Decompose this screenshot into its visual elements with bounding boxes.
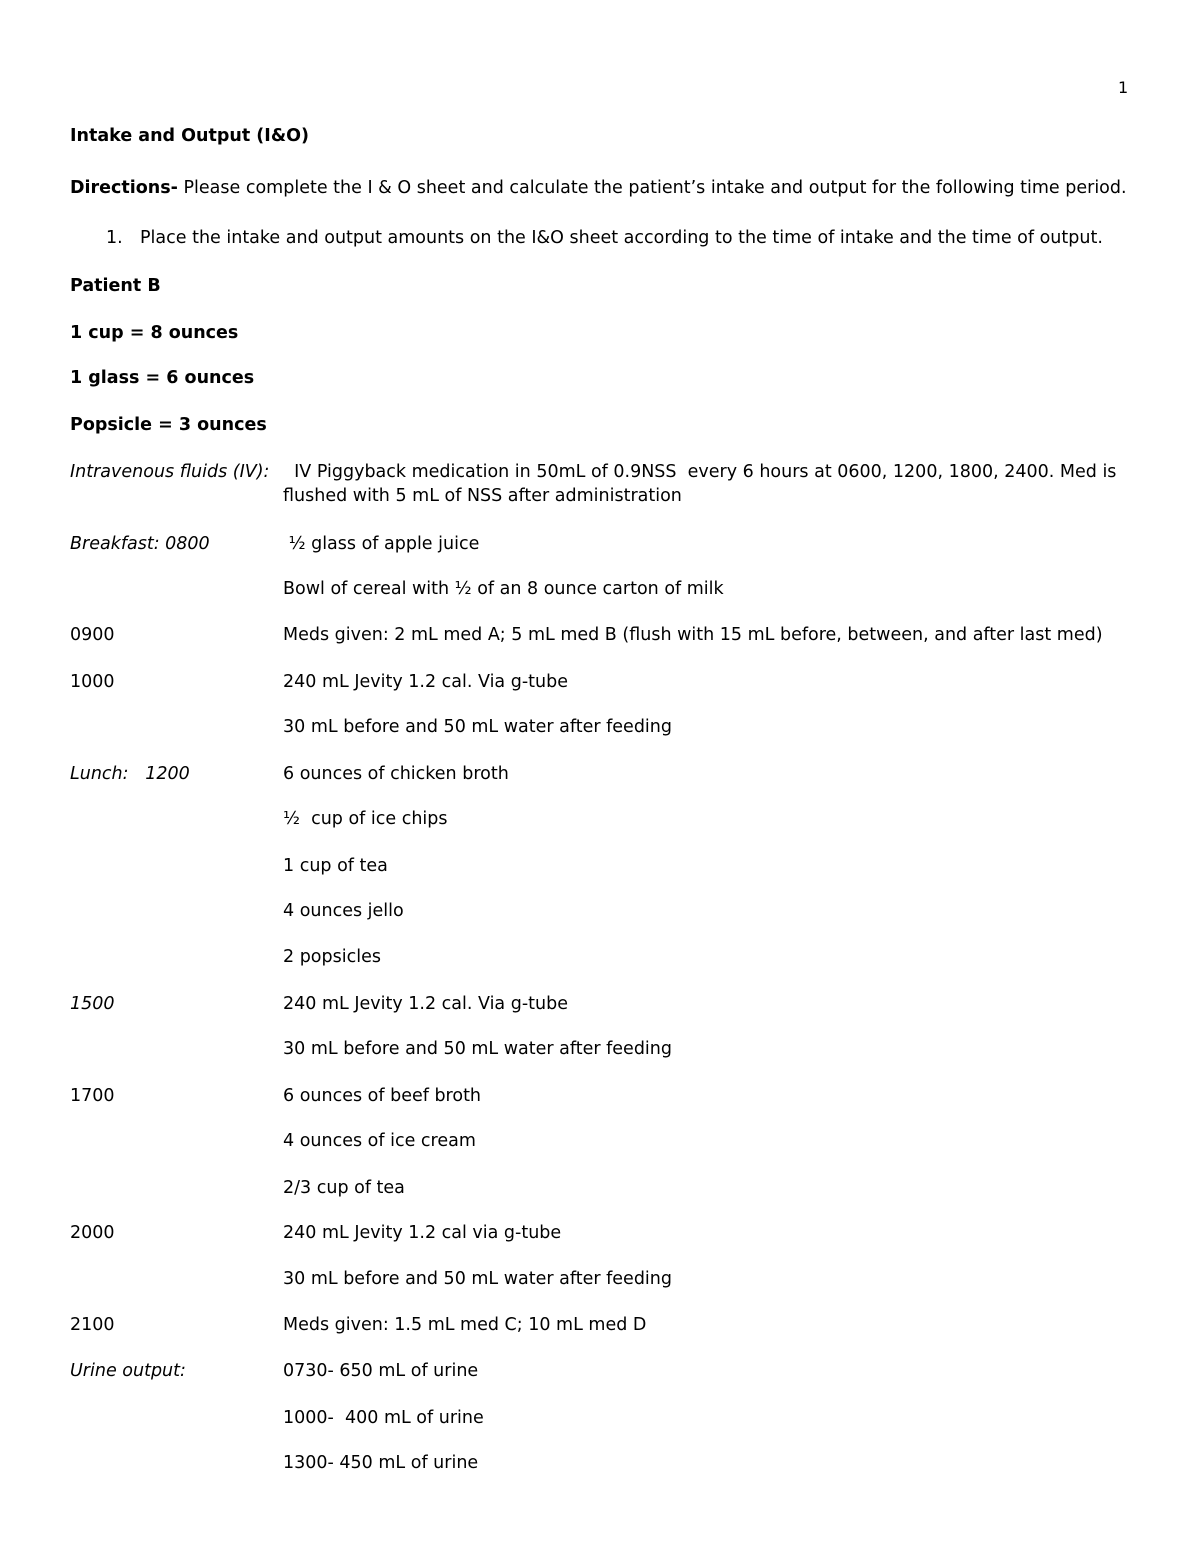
entry-row <box>70 623 1130 647</box>
entry-label <box>70 1129 283 1153</box>
entry-value: 240 mL Jevity 1.2 cal. Via g-tube <box>283 994 568 1014</box>
entry-label <box>70 577 283 601</box>
entry-row <box>70 762 1130 786</box>
entry-row <box>70 1313 1130 1337</box>
entry-value: 1 cup of tea <box>283 856 388 876</box>
entry-label: 2100 <box>70 1315 115 1335</box>
entry-value: 4 ounces of ice cream <box>283 1131 476 1151</box>
entry-value: 0730- 650 mL of urine <box>283 1361 479 1381</box>
entry-row <box>70 992 1130 1016</box>
entry-label: Lunch: 1200 <box>70 764 190 784</box>
list-item-text: Place the intake and output amounts on the I&O sheet according to the time of intake and the time of output. <box>140 228 1103 248</box>
entry-row <box>70 854 1130 878</box>
entry-label <box>70 899 283 923</box>
entry-value: Meds given: 2 mL med A; 5 mL med B (flush with 15 mL before, between, and after last med) <box>283 625 1103 645</box>
entry-label <box>70 1176 283 1200</box>
entry-row <box>70 945 1130 969</box>
entry-row <box>70 1037 1130 1061</box>
entry-value: 30 mL before and 50 mL water after feeding <box>283 1269 672 1289</box>
entry-row <box>70 1129 1130 1153</box>
entry-value: IV Piggyback medication in 50mL of 0.9NSS every 6 hours at 0600, 1200, 1800, 2400. Med is flushed with 5 mL of NSS after administration <box>283 462 1122 506</box>
entry-value: 30 mL before and 50 mL water after feeding <box>283 1039 672 1059</box>
directions-label: Directions- <box>70 178 178 198</box>
entry-value: 6 ounces of chicken broth <box>283 764 509 784</box>
entry-label: 2000 <box>70 1223 115 1243</box>
entry-label <box>70 945 283 969</box>
entry-row <box>70 670 1130 694</box>
entry-label <box>70 715 283 739</box>
entry-value: 6 ounces of beef broth <box>283 1086 482 1106</box>
entry-label: Breakfast: 0800 <box>70 534 210 554</box>
entry-row <box>70 577 1130 601</box>
entry-label <box>70 807 283 831</box>
entry-value: ½ cup of ice chips <box>283 809 448 829</box>
entry-label <box>70 1267 283 1291</box>
entry-value: Bowl of cereal with ½ of an 8 ounce carton of milk <box>283 579 724 599</box>
entry-row <box>70 1176 1130 1200</box>
entry-label: Intravenous fluids (IV): <box>70 462 270 482</box>
entry-value: 30 mL before and 50 mL water after feeding <box>283 717 672 737</box>
entry-row <box>70 899 1130 923</box>
entry-label: 1700 <box>70 1086 115 1106</box>
entry-value: 240 mL Jevity 1.2 cal via g-tube <box>283 1223 562 1243</box>
entry-label <box>70 854 283 878</box>
entry-value: 4 ounces jello <box>283 901 404 921</box>
entry-row <box>70 1451 1130 1475</box>
entry-row <box>70 1359 1130 1383</box>
entry-row <box>70 1221 1130 1245</box>
entry-row <box>70 532 1130 556</box>
entry-value: 2 popsicles <box>283 947 381 967</box>
entry-label: Urine output: <box>70 1361 186 1381</box>
directions <box>70 176 1127 200</box>
list-item <box>106 226 1103 250</box>
page-number: 1 <box>1118 78 1129 97</box>
entry-row <box>70 715 1130 739</box>
entry-row <box>70 460 1130 508</box>
entry-label <box>70 1037 283 1061</box>
entry-row <box>70 1406 1130 1430</box>
document-title: Intake and Output (I&O) <box>70 126 309 146</box>
directions-text: Please complete the I & O sheet and calculate the patient’s intake and output for the following time period. <box>177 178 1127 198</box>
entry-value: 1000- 400 mL of urine <box>283 1408 484 1428</box>
entry-label <box>70 1406 283 1430</box>
entry-label: 1500 <box>70 994 115 1014</box>
conversion-cup: 1 cup = 8 ounces <box>70 323 239 343</box>
entry-label: 1000 <box>70 672 115 692</box>
conversion-glass: 1 glass = 6 ounces <box>70 368 255 388</box>
list-item-number: 1. <box>106 228 123 248</box>
entry-value: Meds given: 1.5 mL med C; 10 mL med D <box>283 1315 647 1335</box>
entry-value: ½ glass of apple juice <box>283 534 480 554</box>
conversion-popsicle: Popsicle = 3 ounces <box>70 415 267 435</box>
entry-row <box>70 807 1130 831</box>
entry-value: 1300- 450 mL of urine <box>283 1453 479 1473</box>
entry-label <box>70 1451 283 1475</box>
entry-value: 2/3 cup of tea <box>283 1178 405 1198</box>
patient-heading: Patient B <box>70 276 161 296</box>
entry-label: 0900 <box>70 625 115 645</box>
entry-row <box>70 1084 1130 1108</box>
entry-row <box>70 1267 1130 1291</box>
entry-value: 240 mL Jevity 1.2 cal. Via g-tube <box>283 672 568 692</box>
